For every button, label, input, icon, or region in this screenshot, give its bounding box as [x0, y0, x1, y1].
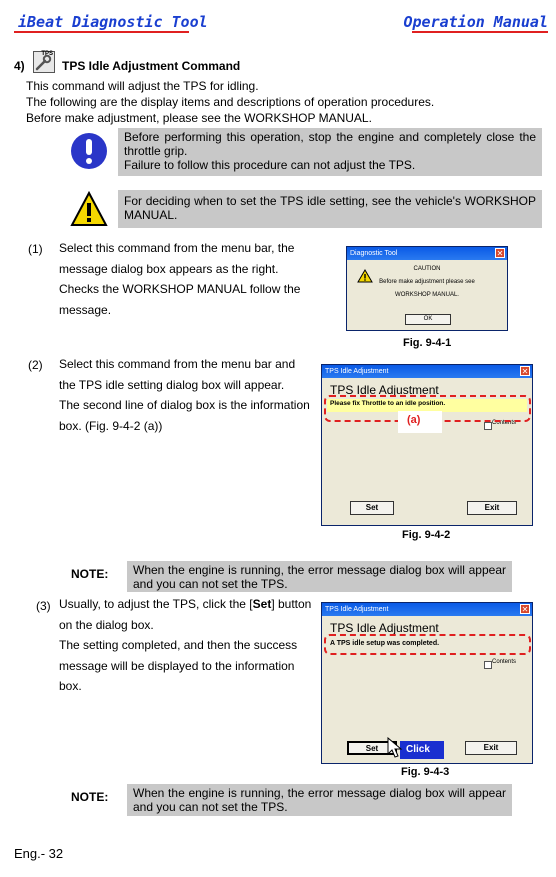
header-right: Operation Manual	[403, 13, 548, 31]
caution-dialog-line-1: Before make adjustment please see	[379, 279, 475, 285]
tps-idle-complete-dialog	[321, 602, 533, 764]
header-left: iBeat Diagnostic Tool	[18, 13, 208, 31]
caution-dialog-heading: CAUTION	[413, 266, 441, 272]
exit-button[interactable]: Exit	[465, 741, 517, 755]
tps-idle-dialog-title: TPS Idle Adjustment	[325, 368, 389, 375]
note-1-box: When the engine is running, the error message dialog box will appear and you can not set the TPS.	[127, 561, 512, 592]
caution-dialog	[346, 246, 508, 331]
contents-checkbox[interactable]	[484, 661, 492, 669]
page-number: Eng.- 32	[14, 846, 64, 861]
info-message: Please fix Throttle to an idle position.	[330, 400, 446, 407]
tps-idle-complete-heading: TPS Idle Adjustment	[330, 621, 439, 635]
step-2-text: Select this command from the menu bar and the TPS idle setting dialog box will appear. The second line of dialog box is the information box. (Fig. 9-4-2 (a))	[59, 357, 310, 433]
intro-line-3: Before make adjustment, please see the WORKSHOP MANUAL.	[26, 111, 372, 125]
header-left-underline	[14, 31, 189, 33]
mouse-pointer-icon	[386, 737, 404, 762]
set-button[interactable]: Set	[350, 501, 394, 515]
tps-idle-complete-title: TPS Idle Adjustment	[325, 606, 389, 613]
caution-text-2: Failure to follow this procedure can not adjust the TPS.	[124, 158, 416, 172]
tps-idle-complete-titlebar	[322, 603, 532, 616]
success-message: A TPS idle setup was completed.	[330, 640, 440, 647]
note-1-label: NOTE:	[71, 567, 109, 581]
tps-idle-dialog	[321, 364, 533, 526]
step-2-number: (2)	[28, 358, 43, 372]
fig-3-caption: Fig. 9-4-3	[401, 766, 450, 778]
contents-checkbox[interactable]	[484, 422, 492, 430]
success-highlight	[324, 634, 531, 655]
warning-triangle-icon	[70, 191, 108, 230]
intro-line-2: The following are the display items and descriptions of operation procedures.	[26, 95, 435, 109]
section-number: 4)	[14, 59, 25, 73]
close-icon[interactable]: ✕	[496, 249, 504, 258]
callout-label: (a)	[407, 414, 421, 426]
info-box: For deciding when to set the TPS idle setting, see the vehicle's WORKSHOP MANUAL.	[118, 190, 542, 228]
exit-button[interactable]: Exit	[467, 501, 517, 515]
step-3-number: (3)	[36, 599, 51, 613]
tps-wrench-icon	[33, 51, 55, 73]
click-label: Click	[400, 741, 444, 759]
note-2-box: When the engine is running, the error message dialog box will appear and you can not set the TPS.	[127, 784, 512, 816]
intro-line-1: This command will adjust the TPS for idling.	[26, 79, 259, 93]
note-2-label: NOTE:	[71, 790, 109, 804]
fig-2-caption: Fig. 9-4-2	[402, 529, 451, 541]
close-icon[interactable]: ✕	[521, 367, 529, 376]
exclamation-icon	[71, 133, 107, 169]
tps-icon-label: TPS	[41, 51, 53, 57]
close-icon[interactable]: ✕	[521, 605, 529, 614]
contents-label: Contents	[492, 420, 517, 426]
step-1-text: Select this command from the menu bar, the message dialog box appears as the right. Checks the WORKSHOP MANUAL follow the message.	[59, 241, 301, 317]
tps-idle-dialog-titlebar	[322, 365, 532, 378]
step-3-text: Usually, to adjust the TPS, click the [Set] button on the dialog box. The setting completed, and then the success message will be displayed to the information box.	[59, 597, 312, 693]
caution-text: Before performing this operation, stop the engine and completely close the throttle grip.	[124, 130, 536, 158]
caution-dialog-line-2: WORKSHOP MANUAL.	[395, 292, 459, 298]
step-1-number: (1)	[28, 242, 43, 256]
caution-dialog-titlebar	[347, 247, 507, 260]
contents-label: Contents	[492, 659, 517, 665]
caution-box	[118, 128, 542, 176]
set-button[interactable]: Set	[347, 741, 397, 755]
section-title: TPS Idle Adjustment Command	[62, 59, 241, 73]
tps-idle-dialog-heading: TPS Idle Adjustment	[330, 383, 439, 397]
caution-dialog-title: Diagnostic Tool	[350, 250, 398, 257]
ok-button[interactable]: OK	[405, 314, 451, 325]
header-right-underline	[412, 31, 548, 33]
fig-1-caption: Fig. 9-4-1	[403, 337, 452, 349]
